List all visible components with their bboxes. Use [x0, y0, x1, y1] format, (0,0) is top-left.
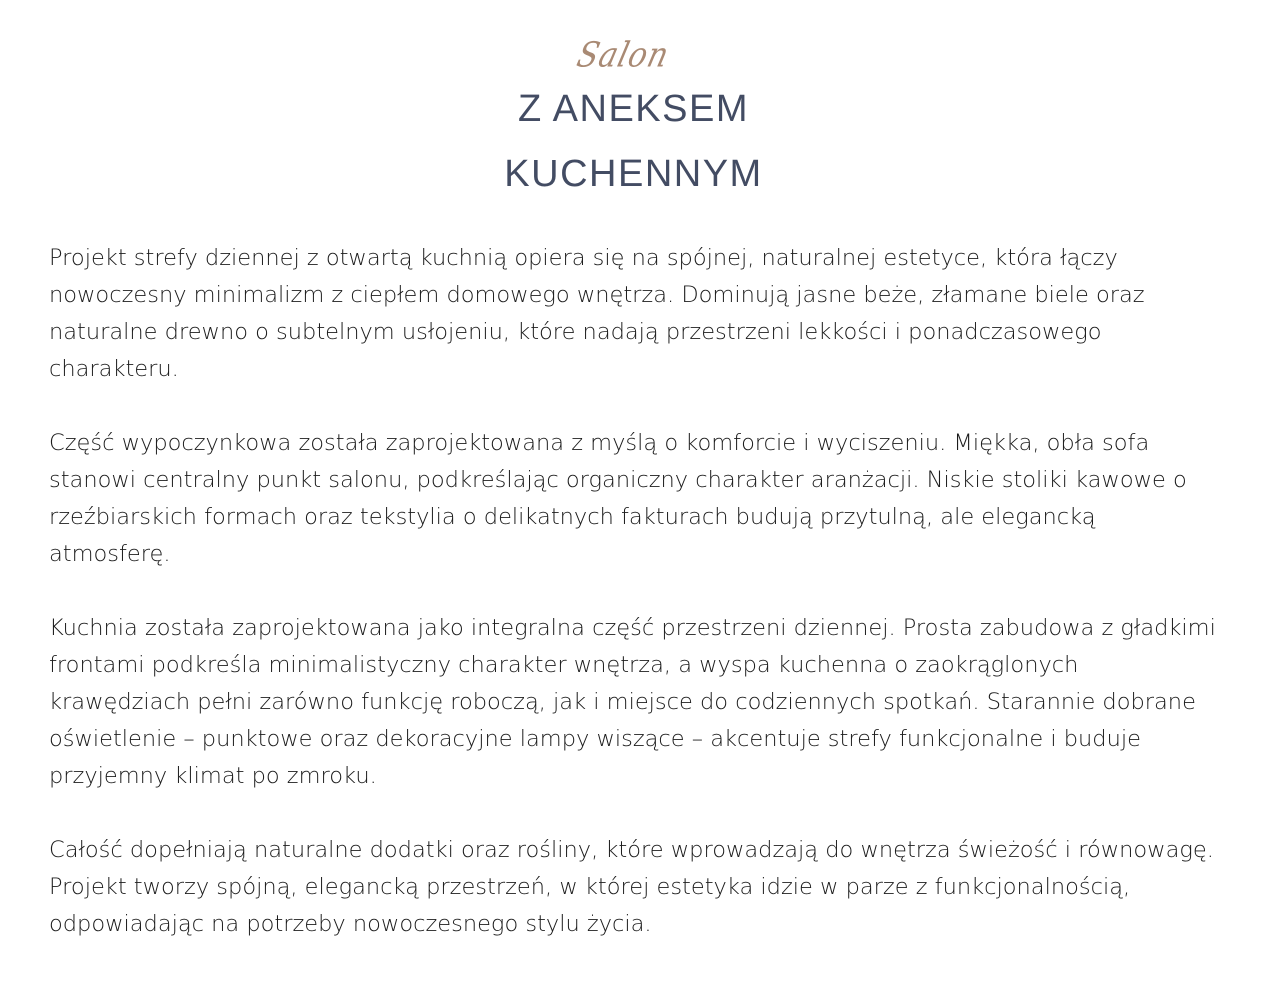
page-title-line-1: Z ANEKSEM — [518, 88, 749, 130]
script-subtitle: Salon — [573, 35, 674, 76]
paragraph-kitchen: Kuchnia została zaprojektowana jako integralna część przestrzeni dziennej. Prosta zabudowa z gładkimi frontami podkreśla minimalistyczny charakter wnętrza, a wyspa kuchenna o zaokrąglonych krawędziach pełni zarówno funkcję roboczą, jak i miejsce do codziennych spotkań. Starannie dobrane oświetlenie – punktowe oraz dekoracyjne lampy wiszące – akcentuje strefy funkcjonalne i buduje przyjemny klimat po zmroku. — [49, 615, 1216, 789]
paragraph-intro: Projekt strefy dziennej z otwartą kuchnią opiera się na spójnej, naturalnej estetyce, która łączy nowoczesny minimalizm z ciepłem domowego wnętrza. Dominują jasne beże, złamane biele oraz naturalne drewno o subtelnym usłojeniu, które nadają przestrzeni lekkości i ponadczasowego charakteru. — [49, 245, 1145, 382]
paragraph-living-area: Część wypoczynkowa została zaprojektowana z myślą o komforcie i wyciszeniu. Miękka, obła sofa stanowi centralny punkt salonu, podkreślając organiczny charakter aranżacji. Niskie stoliki kawowe o rzeźbiarskich formach oraz tekstylia o delikatnych fakturach budują przytulną, ale elegancką atmosferę. — [49, 430, 1187, 567]
page-header — [0, 0, 1267, 230]
paragraph-summary: Całość dopełniają naturalne dodatki oraz rośliny, które wprowadzają do wnętrza świeżość i równowagę. Projekt tworzy spójną, elegancką przestrzeń, w której estetyka idzie w parze z funkcjonalnością, odpowiadając na potrzeby nowoczesnego stylu życia. — [49, 837, 1214, 937]
description-body — [49, 240, 1224, 980]
page-title-line-2: KUCHENNYM — [504, 153, 763, 195]
